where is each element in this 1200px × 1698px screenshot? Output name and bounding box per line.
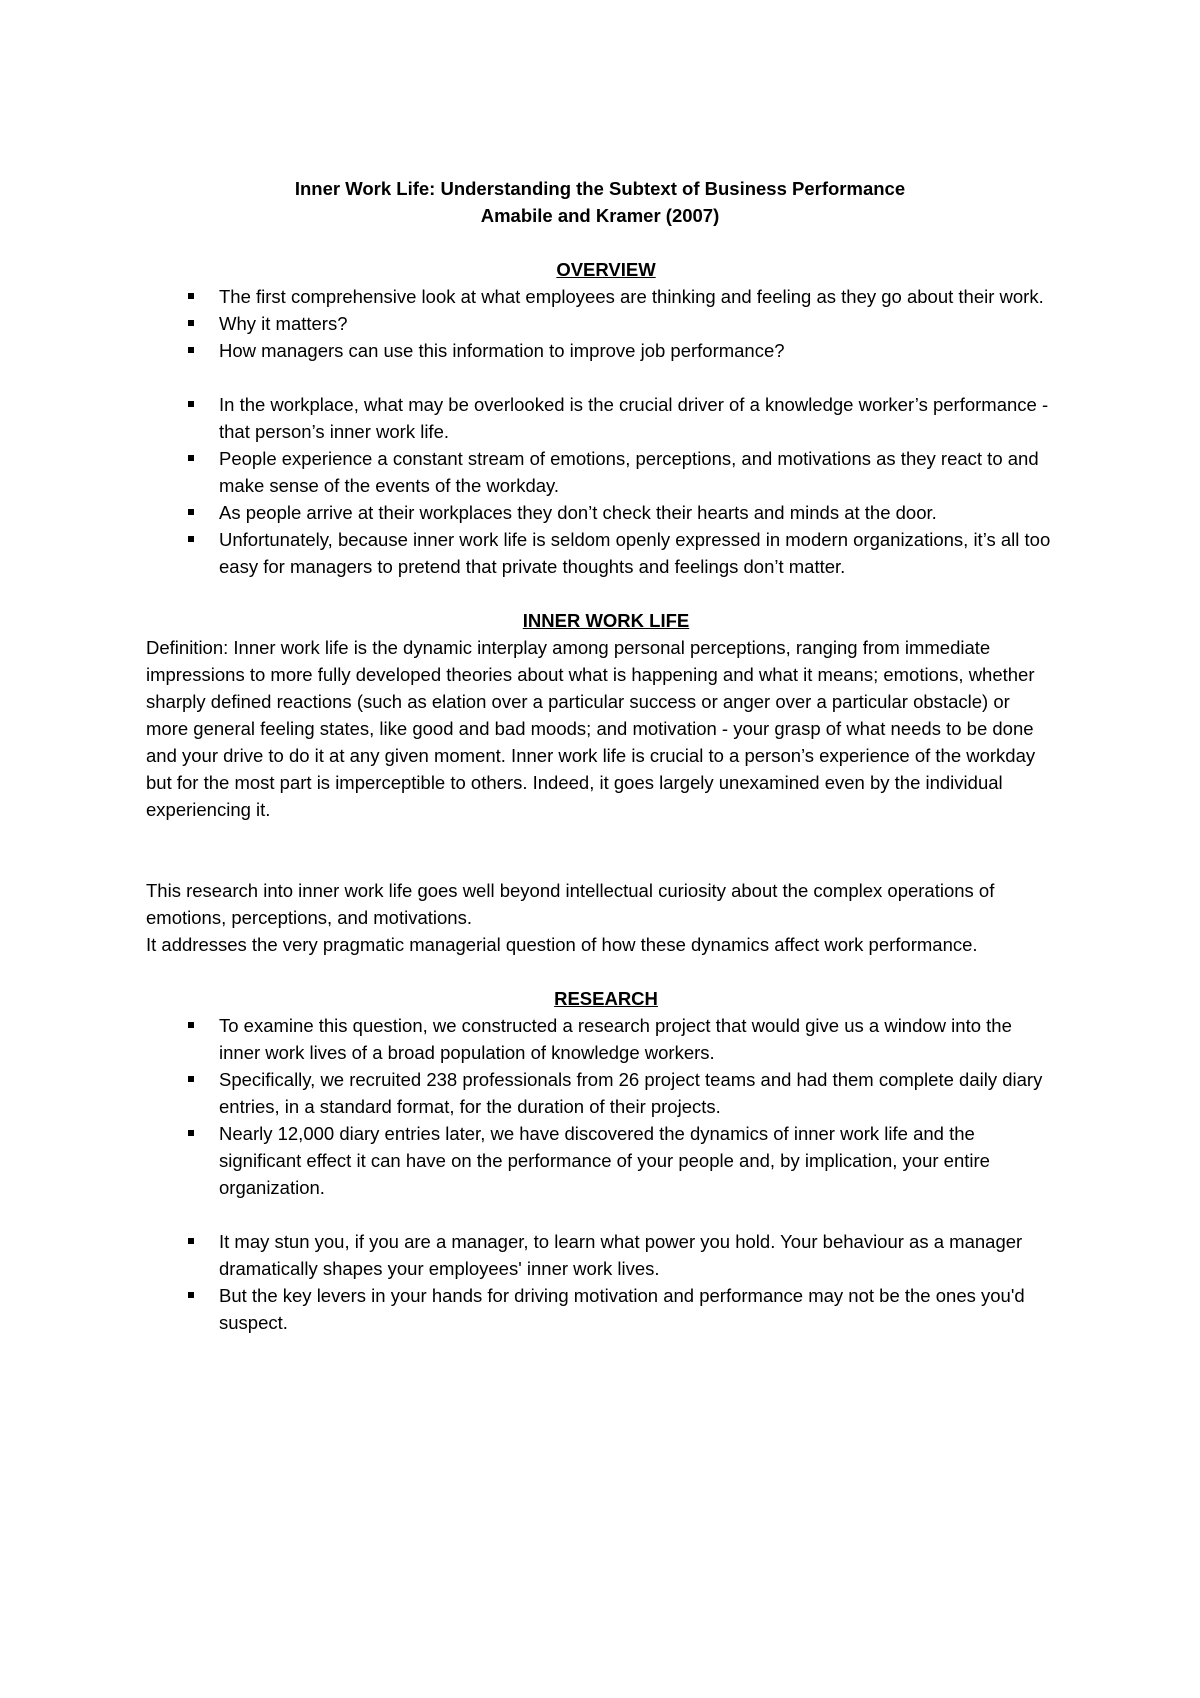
document-body bbox=[146, 175, 1066, 1336]
square-bullet-icon bbox=[188, 509, 194, 515]
list-item bbox=[146, 1012, 1066, 1066]
square-bullet-icon bbox=[188, 1292, 194, 1298]
list-item-text: Unfortunately, because inner work life is seldom openly expressed in modern organizations, it’s all too easy for managers to pretend that private thoughts and feelings don’t matter. bbox=[219, 529, 1051, 577]
list-item-text: How managers can use this information to improve job performance? bbox=[219, 340, 785, 361]
list-item-text: Specifically, we recruited 238 professionals from 26 project teams and had them complete daily diary entries, in a standard format, for the duration of their projects. bbox=[219, 1069, 1043, 1117]
square-bullet-icon bbox=[188, 455, 194, 461]
research-list-1 bbox=[146, 1012, 1066, 1201]
research-intro-paragraph: This research into inner work life goes well beyond intellectual curiosity about the complex operations of emotions, perceptions, and motivations. bbox=[146, 880, 995, 928]
list-item bbox=[146, 391, 1066, 445]
list-item bbox=[146, 1282, 1066, 1336]
list-item-text: To examine this question, we constructed a research project that would give us a window into the inner work lives of a broad population of knowledge workers. bbox=[219, 1015, 1012, 1063]
list-item-text: But the key levers in your hands for driving motivation and performance may not be the ones you'd suspect. bbox=[219, 1285, 1025, 1333]
list-item bbox=[146, 1120, 1066, 1201]
square-bullet-icon bbox=[188, 1130, 194, 1136]
research-question-paragraph: It addresses the very pragmatic managerial question of how these dynamics affect work performance. bbox=[146, 934, 978, 955]
list-item bbox=[146, 1228, 1066, 1282]
square-bullet-icon bbox=[188, 347, 194, 353]
document-title: Inner Work Life: Understanding the Subtext of Business Performance bbox=[294, 178, 906, 199]
definition-paragraph: Definition: Inner work life is the dynamic interplay among personal perceptions, ranging from immediate impressions to more fully developed theories about what is happening and what it means; emotions, whether sharply defined reactions (such as elation over a particular success or anger over a particular obstacle) or more general feeling states, like good and bad moods; and motivation - your grasp of what needs to be done and your drive to do it at any given moment. Inner work life is crucial to a person’s experience of the workday but for the most part is imperceptible to others. Indeed, it goes largely unexamined even by the individual experiencing it. bbox=[146, 637, 1036, 820]
list-item bbox=[146, 337, 1066, 364]
list-item bbox=[146, 445, 1066, 499]
research-list-2 bbox=[146, 1228, 1066, 1336]
list-item bbox=[146, 499, 1066, 526]
square-bullet-icon bbox=[188, 320, 194, 326]
list-item bbox=[146, 310, 1066, 337]
research-heading: RESEARCH bbox=[554, 988, 658, 1009]
title-block bbox=[146, 175, 1054, 229]
document-authors: Amabile and Kramer (2007) bbox=[480, 205, 720, 226]
list-item bbox=[146, 1066, 1066, 1120]
list-item bbox=[146, 283, 1066, 310]
list-item bbox=[146, 526, 1066, 580]
square-bullet-icon bbox=[188, 1076, 194, 1082]
list-item-text: Nearly 12,000 diary entries later, we have discovered the dynamics of inner work life and the significant effect it can have on the performance of your people and, by implication, your entire organization. bbox=[219, 1123, 990, 1198]
overview-list-2 bbox=[146, 391, 1066, 580]
list-item-text: The first comprehensive look at what employees are thinking and feeling as they go about their work. bbox=[219, 286, 1044, 307]
overview-heading: OVERVIEW bbox=[556, 259, 656, 280]
list-item-text: It may stun you, if you are a manager, to learn what power you hold. Your behaviour as a manager dramatically shapes your employees' inner work lives. bbox=[219, 1231, 1023, 1279]
square-bullet-icon bbox=[188, 293, 194, 299]
list-item-text: People experience a constant stream of emotions, perceptions, and motivations as they react to and make sense of the events of the workday. bbox=[219, 448, 1039, 496]
inner-work-life-heading: INNER WORK LIFE bbox=[522, 610, 690, 631]
square-bullet-icon bbox=[188, 401, 194, 407]
overview-list-1 bbox=[146, 283, 1066, 364]
list-item-text: As people arrive at their workplaces they don’t check their hearts and minds at the door. bbox=[219, 502, 937, 523]
square-bullet-icon bbox=[188, 536, 194, 542]
list-item-text: Why it matters? bbox=[219, 313, 348, 334]
list-item-text: In the workplace, what may be overlooked is the crucial driver of a knowledge worker’s performance - that person’s inner work life. bbox=[219, 394, 1049, 442]
square-bullet-icon bbox=[188, 1022, 194, 1028]
square-bullet-icon bbox=[188, 1238, 194, 1244]
